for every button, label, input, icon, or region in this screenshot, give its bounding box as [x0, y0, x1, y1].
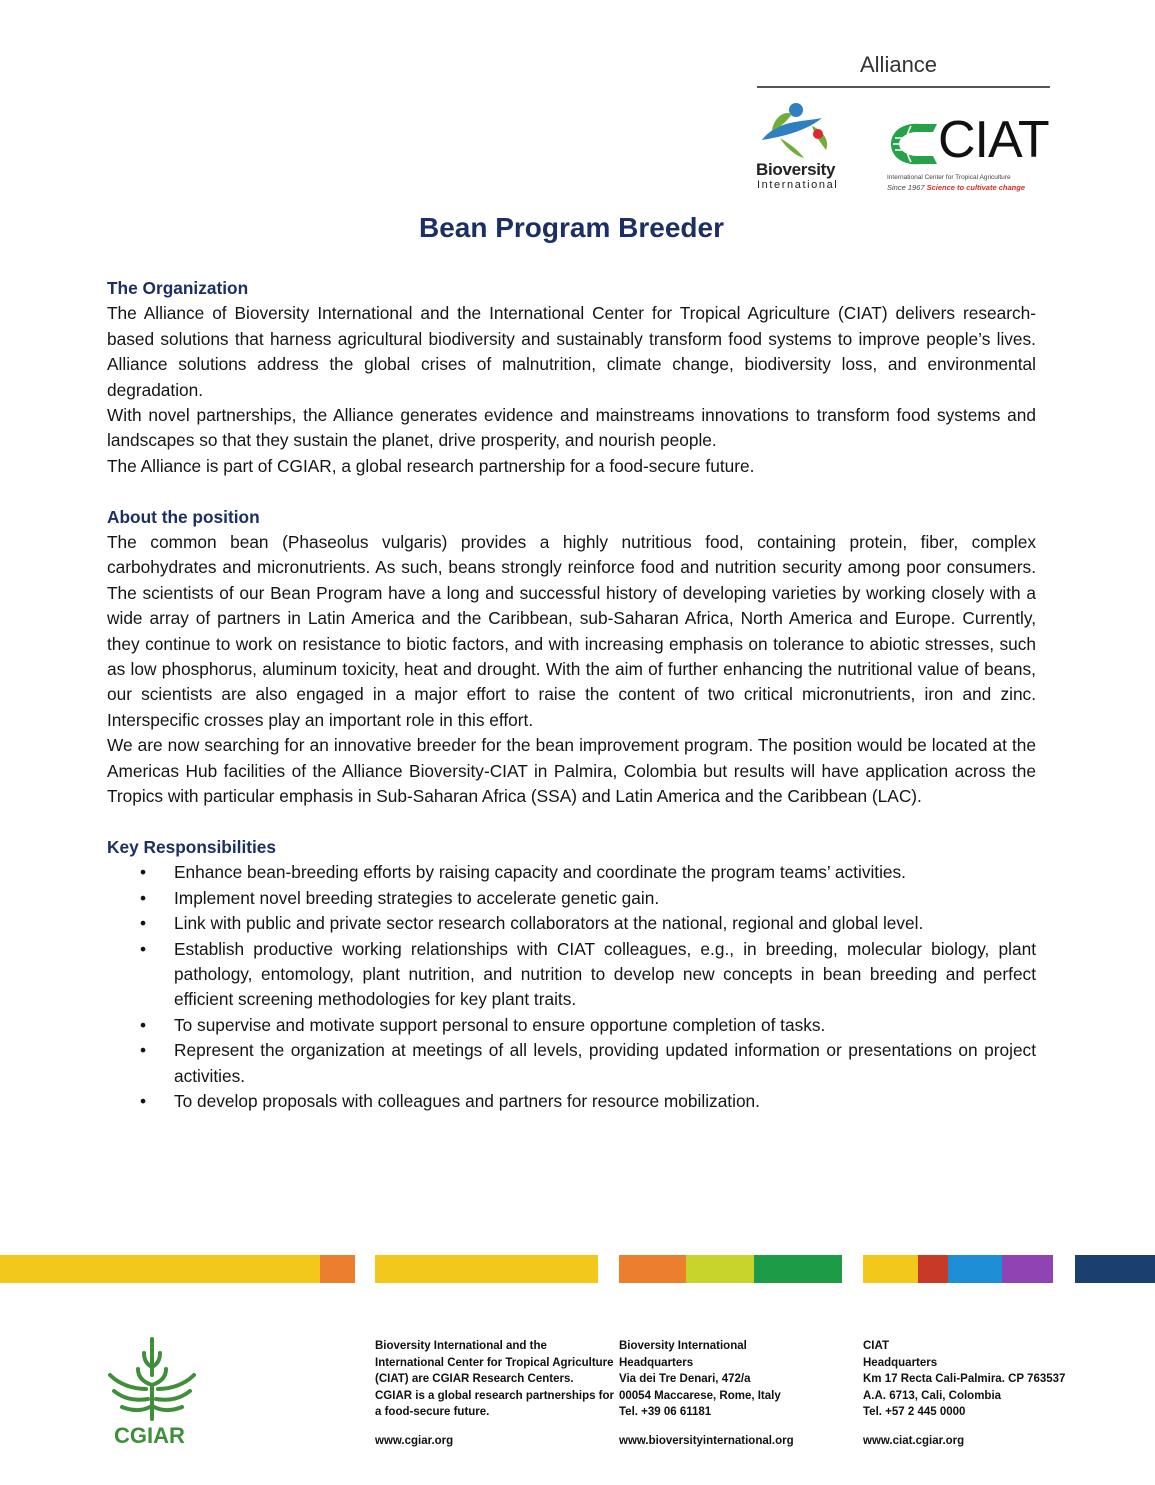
list-item: • Represent the organization at meetings of all levels, providing updated information or presentations on project activities.	[107, 1038, 1036, 1089]
ciat-url-link[interactable]: www.ciat.cgiar.org	[863, 1434, 965, 1447]
footer-line: a food-secure future.	[375, 1406, 490, 1418]
position-paragraph-2: We are now searching for an innovative breeder for the bean improvement program. The position would be located at the Americas Hub facilities of the Alliance Bioversity-CIAT in Palmira, Colombia but results will have application across the Tropics with particular emphasis in Sub-Saharan Africa (SSA) and Latin America and the Caribbean (LAC).	[107, 735, 1036, 807]
organization-paragraph-2: With novel partnerships, the Alliance generates evidence and mainstreams innovations to transform food systems and landscapes so that they sustain the planet, drive prosperity, and nourish people.	[107, 405, 1036, 451]
list-item: • To develop proposals with colleagues and partners for resource mobilization.	[107, 1089, 1036, 1114]
color-bar-segment	[619, 1255, 686, 1283]
footer-column-cgiar	[375, 1338, 614, 1449]
bioversity-logo	[752, 100, 862, 195]
footer-line: Bioversity International	[619, 1340, 747, 1352]
ciat-globe-icon	[887, 120, 943, 168]
cgiar-logo	[100, 1335, 210, 1450]
color-bar-segment	[754, 1255, 842, 1283]
footer-line: CIAT	[863, 1340, 889, 1352]
organization-paragraph-3: The Alliance is part of CGIAR, a global research partnership for a food-secure future.	[107, 455, 755, 476]
bioversity-leaf-icon	[752, 100, 852, 162]
color-bar-segment	[948, 1255, 1002, 1283]
footer-line: Headquarters	[619, 1356, 694, 1369]
footer-column-bioversity	[619, 1338, 794, 1449]
footer-line: Via dei Tre Denari, 472/a	[619, 1373, 751, 1385]
responsibilities-heading: Key Responsibilities	[107, 836, 277, 857]
color-bar-segment	[918, 1255, 948, 1283]
ciat-slogan: Science to cultivate change	[926, 183, 1025, 192]
header-divider	[757, 86, 1050, 88]
footer-line: CGIAR is a global research partnerships for	[375, 1389, 615, 1402]
color-bar-segment	[686, 1255, 754, 1283]
organization-heading: The Organization	[107, 278, 249, 298]
position-heading: About the position	[107, 506, 260, 527]
color-bar-segment	[863, 1255, 918, 1283]
color-bar-segment	[1002, 1255, 1053, 1283]
footer-line: Bioversity International and the	[375, 1340, 547, 1352]
bioversity-subtitle: International	[757, 179, 839, 191]
bioversity-wordmark: Bioversity	[756, 160, 836, 179]
section-gap	[107, 810, 1036, 835]
footer-column-ciat	[863, 1338, 1065, 1449]
footer-line: Tel. +39 06 61181	[619, 1406, 712, 1418]
ciat-logo	[885, 111, 1055, 198]
footer-line: Km 17 Recta Cali-Palmira. CP 763537	[863, 1373, 1066, 1385]
list-item: • Link with public and private sector research collaborators at the national, regional and global level.	[107, 911, 1036, 936]
footer-line: (CIAT) are CGIAR Research Centers.	[375, 1373, 574, 1385]
page-title: Bean Program Breeder	[418, 212, 724, 243]
list-item: • Enhance bean-breeding efforts by raising capacity and coordinate the program teams’ activities.	[107, 860, 1036, 885]
ciat-since: Since 1967	[887, 183, 925, 192]
cgiar-url-link[interactable]: www.cgiar.org	[375, 1434, 454, 1447]
footer-line: 00054 Maccarese, Rome, Italy	[619, 1389, 781, 1402]
ciat-slogan-line	[887, 183, 1025, 192]
color-bar-segment	[375, 1255, 598, 1283]
organization-paragraph-1: The Alliance of Bioversity International and the International Center for Tropical Agriculture (CIAT) delivers research-based solutions that harness agricultural biodiversity and sustainably transform food systems to improve people’s lives. Alliance solutions address the global crises of malnutrition, climate change, biodiversity loss, and environmental degradation.	[107, 303, 1036, 400]
ciat-tagline: International Center for Tropical Agriculture	[887, 174, 1011, 181]
footer-line: Tel. +57 2 445 0000	[863, 1406, 966, 1418]
bioversity-url-link[interactable]: www.bioversityinternational.org	[619, 1434, 794, 1447]
footer-line: Headquarters	[863, 1356, 938, 1369]
color-bar-segment	[0, 1255, 320, 1283]
color-bar-segment	[1075, 1255, 1155, 1283]
footer-line: A.A. 6713, Cali, Colombia	[863, 1389, 1002, 1402]
cgiar-wheat-icon	[102, 1335, 202, 1421]
responsibilities-list	[107, 860, 1036, 1114]
position-paragraph-1: The common bean (Phaseolus vulgaris) provides a highly nutritious food, containing protein, fiber, complex carbohydrates and micronutrients. As such, beans strongly reinforce food and nutrition security among poor consumers. The scientists of our Bean Program have a long and successful history of developing varieties by working closely with a wide array of partners in Latin America and the Caribbean, sub-Saharan Africa, North America and Europe. Currently, they continue to work on resistance to biotic factors, and with increasing emphasis on tolerance to abiotic stresses, such as low phosphorus, aluminum toxicity, heat and drought. With the aim of further enhancing the nutritional value of beans, our scientists are also engaged in a major effort to raise the content of two critical micronutrients, iron and zinc. Interspecific crosses play an important role in this effort.	[107, 532, 1036, 730]
footer-line: International Center for Tropical Agriculture	[375, 1356, 614, 1369]
alliance-label: Alliance	[860, 52, 938, 77]
document-body	[107, 276, 1036, 1114]
list-item: • To supervise and motivate support personal to ensure opportune completion of tasks.	[107, 1013, 1036, 1038]
list-item: • Implement novel breeding strategies to accelerate genetic gain.	[107, 886, 1036, 911]
ciat-wordmark: CIAT	[938, 111, 1049, 169]
cgiar-wordmark: CGIAR	[114, 1423, 185, 1448]
section-gap	[107, 479, 1036, 504]
list-item: • Establish productive working relationships with CIAT colleagues, e.g., in breeding, molecular biology, plant pathology, entomology, plant nutrition, and nutrition to develop new concepts in bean breeding and perfect efficient screening methodologies for key plant traits.	[107, 937, 1036, 1013]
color-bar-segment	[320, 1255, 355, 1283]
